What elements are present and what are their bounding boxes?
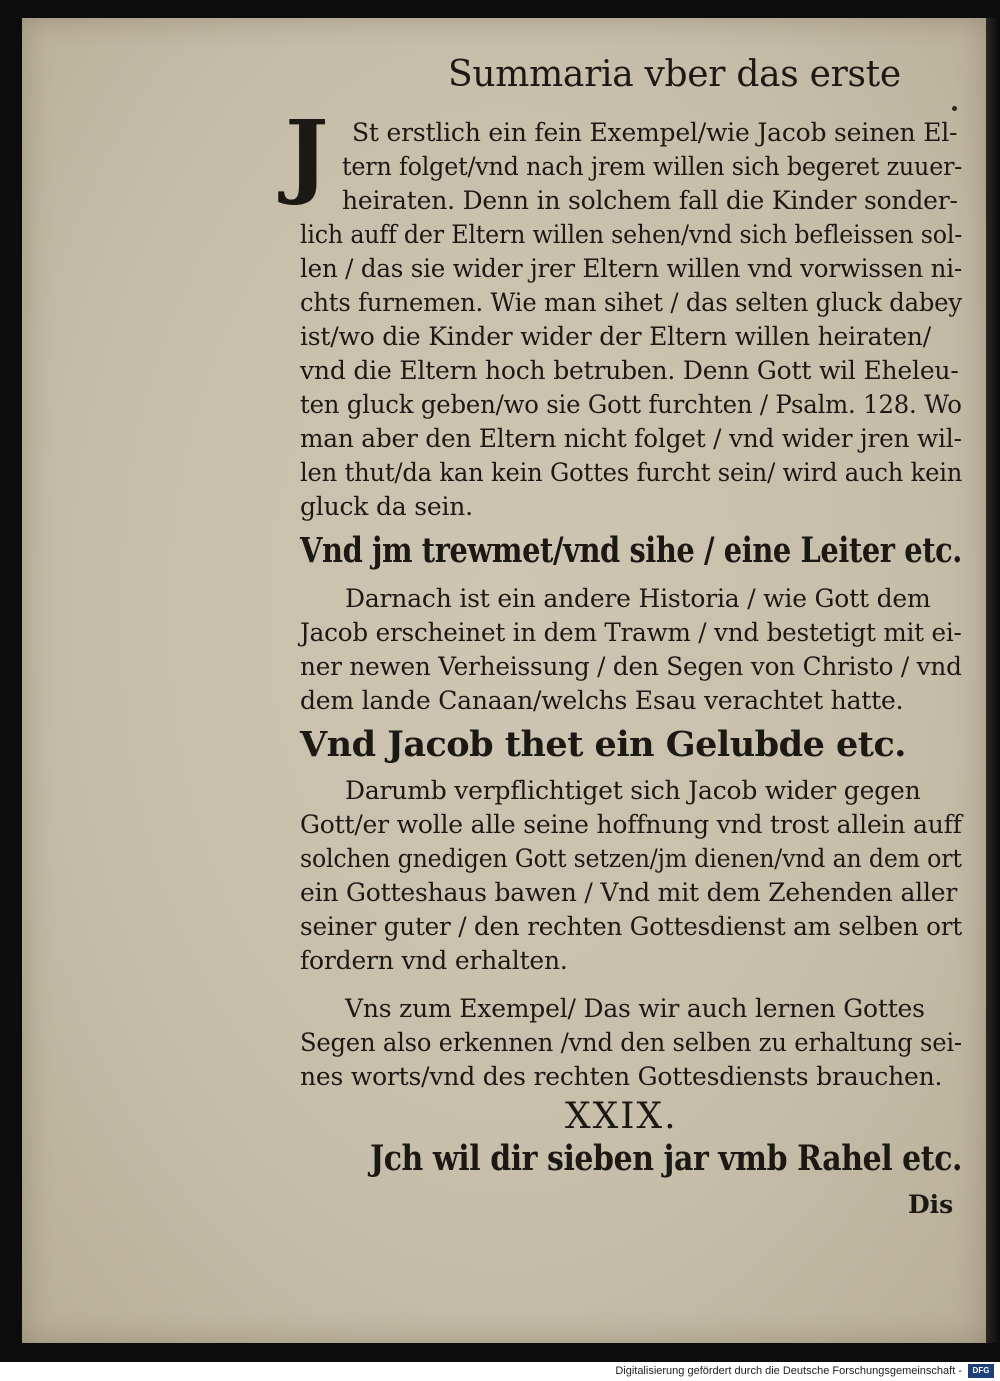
text-line: vnd die Eltern hoch betruben. Denn Gott wil Eheleu-: [300, 356, 959, 385]
text-line: fordern vnd erhalten.: [300, 946, 568, 975]
catchword: Dis: [908, 1190, 954, 1219]
text-line: Darnach ist ein andere Historia / wie Gott dem: [345, 584, 931, 613]
funding-notice: Digitalisierung gefördert durch die Deutsche Forschungsgemeinschaft -: [615, 1365, 962, 1377]
text-line: len thut/da kan kein Gottes furcht sein/ wird auch kein: [300, 458, 963, 487]
text-line: gluck da sein.: [300, 492, 473, 521]
page-edge-shadow: [986, 18, 1000, 1343]
text-line: nes worts/vnd des rechten Gottesdiensts brauchen.: [300, 1062, 943, 1091]
text-line: heiraten. Denn in solchem fall die Kinder sonder-: [342, 186, 958, 215]
footer-bar: [0, 1362, 1000, 1381]
page-title: Summaria vber das erste: [448, 54, 901, 95]
text-line: chts furnemen. Wie man sihet / das selten gluck dabey: [300, 288, 962, 317]
ink-spot: [952, 106, 957, 111]
text-line: lich auff der Eltern willen sehen/vnd sich befleissen sol-: [300, 220, 963, 249]
text-line: Darumb verpflichtiget sich Jacob wider gegen: [345, 776, 921, 805]
text-line: Vns zum Exempel/ Das wir auch lernen Gottes: [345, 994, 925, 1023]
section-heading: Vnd Jacob thet ein Gelubde etc.: [300, 724, 906, 765]
section-heading: Vnd jm trewmet/vnd sihe / eine Leiter etc.: [300, 530, 962, 571]
text-line: St erstlich ein fein Exempel/wie Jacob seinen El-: [352, 118, 958, 147]
chapter-number: XXIX.: [565, 1096, 678, 1137]
chapter-heading: Jch wil dir sieben jar vmb Rahel etc.: [370, 1138, 963, 1179]
text-line: man aber den Eltern nicht folget / vnd wider jren wil-: [300, 424, 962, 453]
text-line: dem lande Canaan/welchs Esau verachtet hatte.: [300, 686, 904, 715]
text-line: ten gluck geben/wo sie Gott furchten / Psalm. 128. Wo: [300, 390, 962, 419]
dfg-logo[interactable]: DFG: [968, 1364, 994, 1378]
text-line: tern folget/vnd nach jrem willen sich begeret zuuer-: [342, 152, 963, 181]
text-line: Gott/er wolle alle seine hoffnung vnd trost allein auff: [300, 810, 962, 839]
text-line: Segen also erkennen /vnd den selben zu erhaltung sei-: [300, 1028, 962, 1057]
text-line: solchen gnedigen Gott setzen/jm dienen/vnd an dem ort: [300, 844, 962, 873]
text-line: Jacob erscheinet in dem Trawm / vnd bestetigt mit ei-: [300, 618, 962, 647]
text-line: ein Gotteshaus bawen / Vnd mit dem Zehenden aller: [300, 878, 958, 907]
text-line: ist/wo die Kinder wider der Eltern willen heiraten/: [300, 322, 931, 351]
text-line: len / das sie wider jrer Eltern willen vnd vorwissen ni-: [300, 254, 962, 283]
text-line: seiner guter / den rechten Gottesdienst am selben ort: [300, 912, 963, 941]
text-line: ner newen Verheissung / den Segen von Christo / vnd: [300, 652, 962, 681]
drop-capital: J: [285, 100, 329, 208]
